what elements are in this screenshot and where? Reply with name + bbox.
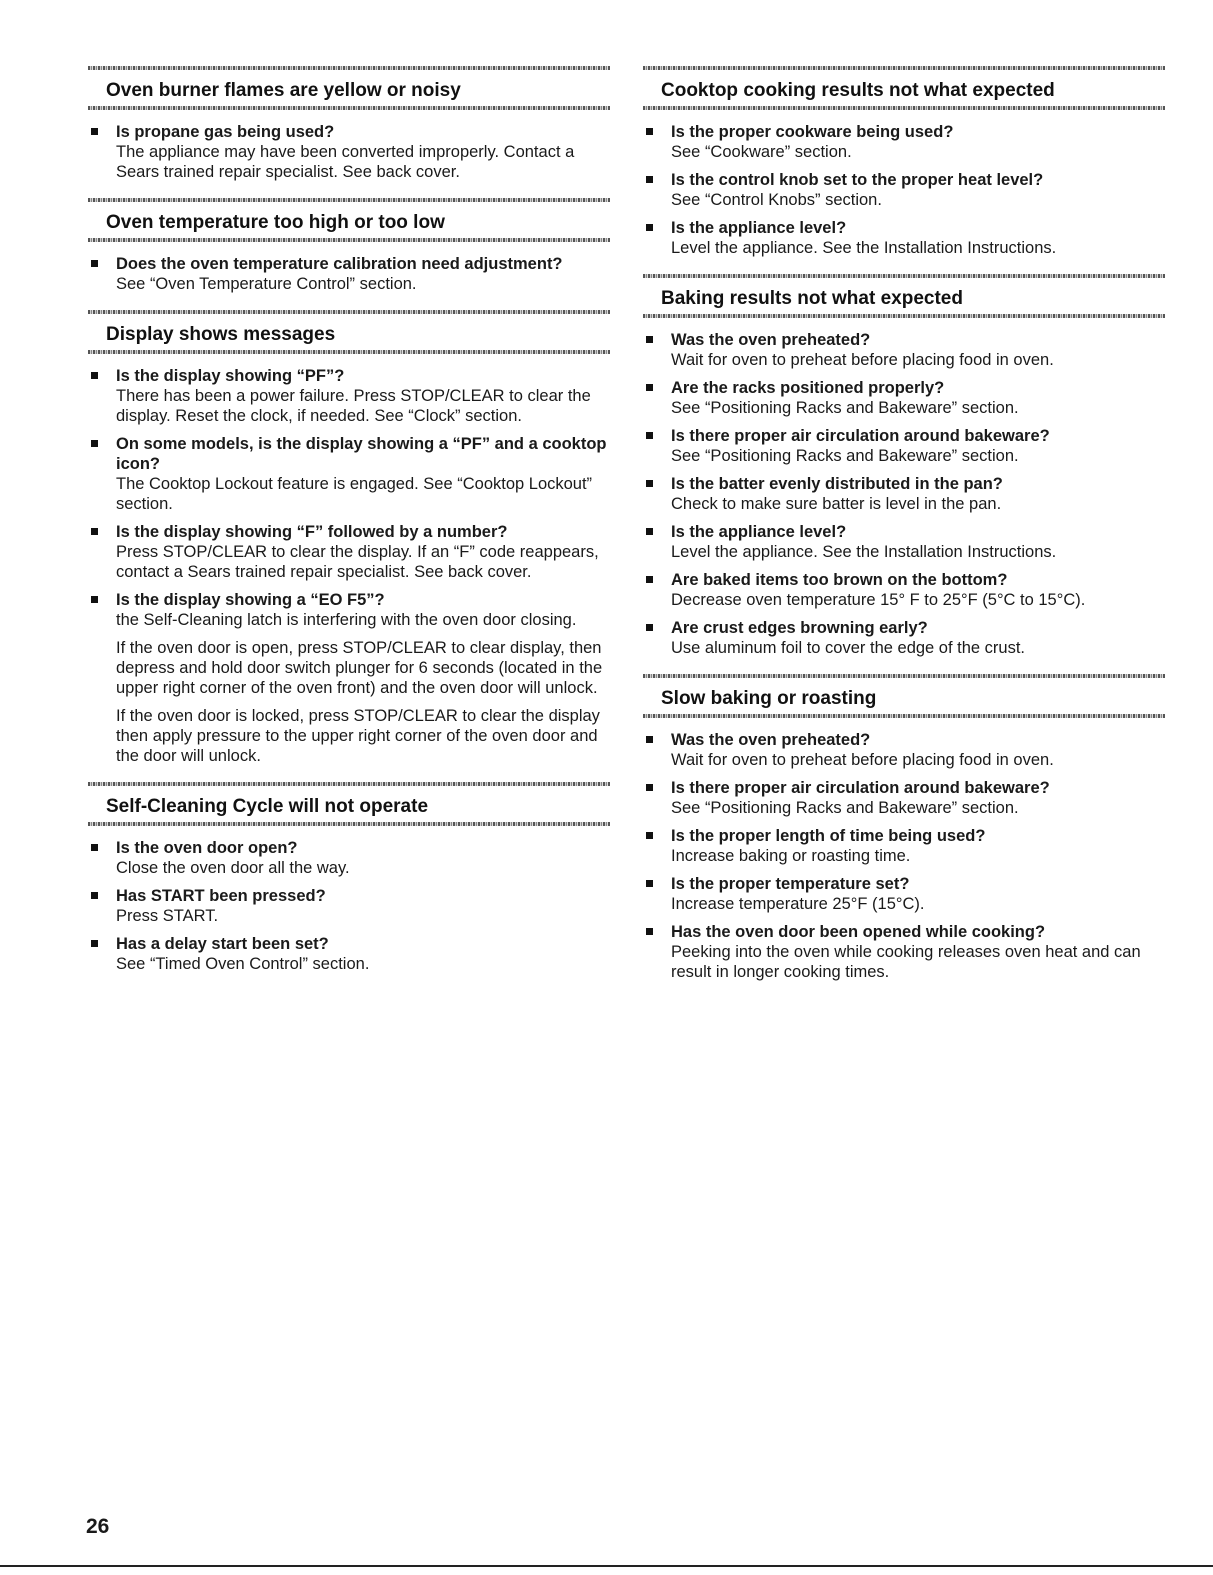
answer-text: Increase temperature 25°F (15°C). [671, 895, 925, 913]
list-item [88, 254, 610, 294]
question-text: Is there proper air circulation around bakeware? [671, 427, 1050, 445]
answer-text: The appliance may have been converted improperly. Contact a Sears trained repair specialist. See back cover. [116, 143, 575, 181]
question-text: Is the proper length of time being used? [671, 827, 986, 845]
list-item [88, 366, 610, 426]
list-item [643, 378, 1165, 418]
list-item [643, 618, 1165, 658]
square-bullet-icon [91, 528, 98, 535]
answer-text: See “Positioning Racks and Bakeware” section. [671, 799, 1019, 817]
answer-text: Close the oven door all the way. [116, 859, 350, 877]
square-bullet-icon [646, 336, 653, 343]
square-bullet-icon [646, 480, 653, 487]
answer-text: The Cooktop Lockout feature is engaged. See “Cooktop Lockout” section. [116, 475, 593, 513]
section-cooktop-cooking-results-not-what-expected [643, 66, 1165, 258]
answer-paragraph: If the oven door is locked, press STOP/CLEAR to clear the display then apply pressure to the upper right corner of the oven door and the door will unlock. [116, 707, 600, 765]
answer-text: Wait for oven to preheat before placing food in oven. [671, 351, 1054, 369]
question-text: Is the control knob set to the proper heat level? [671, 171, 1044, 189]
square-bullet-icon [646, 576, 653, 583]
square-bullet-icon [91, 940, 98, 947]
question-text: Is the oven door open? [116, 839, 298, 857]
list-item [88, 934, 610, 974]
answer-text: Press STOP/CLEAR to clear the display. If an “F” code reappears, contact a Sears trained repair specialist. See back cover. [116, 543, 599, 581]
answer-text: Peeking into the oven while cooking releases oven heat and can result in longer cooking times. [671, 943, 1141, 981]
square-bullet-icon [646, 176, 653, 183]
square-bullet-icon [91, 372, 98, 379]
square-bullet-icon [646, 784, 653, 791]
square-bullet-icon [646, 384, 653, 391]
section-oven-burner-flames-are-yellow-or-noisy [88, 66, 610, 182]
list-item [88, 838, 610, 878]
square-bullet-icon [646, 928, 653, 935]
question-text: Is the batter evenly distributed in the pan? [671, 475, 1003, 493]
section-heading: Baking results not what expected [661, 288, 963, 309]
answer-text: See “Positioning Racks and Bakeware” section. [671, 399, 1019, 417]
list-item [643, 218, 1165, 258]
section-display-shows-messages [88, 310, 610, 766]
square-bullet-icon [646, 832, 653, 839]
answer-text: Press START. [116, 907, 219, 925]
answer-text: See “Cookware” section. [671, 143, 852, 161]
square-bullet-icon [646, 880, 653, 887]
square-bullet-icon [91, 844, 98, 851]
list-item [643, 922, 1165, 982]
list-item [643, 426, 1165, 466]
question-text: Has the oven door been opened while cooking? [671, 923, 1046, 941]
list-item [643, 330, 1165, 370]
list-item [643, 778, 1165, 818]
item-list [88, 122, 610, 182]
question-text: Is propane gas being used? [116, 123, 335, 141]
section-rule-bottom [88, 238, 610, 242]
question-text: Is the appliance level? [671, 523, 847, 541]
section-slow-baking-or-roasting [643, 674, 1165, 982]
list-item [643, 474, 1165, 514]
page-number: 26 [86, 1515, 110, 1538]
square-bullet-icon [646, 624, 653, 631]
question-text: Is there proper air circulation around bakeware? [671, 779, 1050, 797]
item-list [643, 122, 1165, 258]
list-item [88, 434, 610, 514]
square-bullet-icon [646, 528, 653, 535]
question-text: On some models, is the display showing a “PF” and a cooktop icon? [116, 435, 607, 473]
square-bullet-icon [91, 892, 98, 899]
list-item [643, 570, 1165, 610]
bottom-rule [0, 1565, 1213, 1567]
list-item [643, 122, 1165, 162]
section-heading: Slow baking or roasting [661, 688, 877, 709]
question-text: Was the oven preheated? [671, 331, 871, 349]
section-rule-bottom [643, 314, 1165, 318]
question-text: Is the proper temperature set? [671, 875, 910, 893]
section-rule-bottom [88, 350, 610, 354]
question-text: Is the proper cookware being used? [671, 123, 954, 141]
answer-text: See “Oven Temperature Control” section. [116, 275, 417, 293]
answer-text: the Self-Cleaning latch is interfering with the oven door closing. [116, 611, 577, 629]
square-bullet-icon [91, 128, 98, 135]
right-column [643, 66, 1165, 998]
question-text: Are the racks positioned properly? [671, 379, 945, 397]
item-list [643, 730, 1165, 982]
section-heading: Oven burner flames are yellow or noisy [106, 80, 461, 101]
section-self-cleaning-cycle-will-not-operate [88, 782, 610, 974]
answer-text: See “Timed Oven Control” section. [116, 955, 370, 973]
list-item [88, 590, 610, 766]
answer-text: There has been a power failure. Press STOP/CLEAR to clear the display. Reset the clock, if needed. See “Clock” section. [116, 387, 591, 425]
square-bullet-icon [91, 260, 98, 267]
answer-text: Increase baking or roasting time. [671, 847, 911, 865]
square-bullet-icon [646, 432, 653, 439]
list-item [643, 522, 1165, 562]
section-rule-bottom [88, 822, 610, 826]
answer-text: Wait for oven to preheat before placing food in oven. [671, 751, 1054, 769]
section-rule-bottom [643, 714, 1165, 718]
question-text: Is the appliance level? [671, 219, 847, 237]
answer-text: Level the appliance. See the Installation Instructions. [671, 239, 1057, 257]
answer-text: See “Positioning Racks and Bakeware” section. [671, 447, 1019, 465]
list-item [643, 826, 1165, 866]
answer-text: Level the appliance. See the Installation Instructions. [671, 543, 1057, 561]
section-rule-bottom [88, 106, 610, 110]
question-text: Does the oven temperature calibration need adjustment? [116, 255, 563, 273]
square-bullet-icon [646, 736, 653, 743]
section-heading: Cooktop cooking results not what expected [661, 80, 1055, 101]
square-bullet-icon [646, 224, 653, 231]
answer-text: See “Control Knobs” section. [671, 191, 882, 209]
question-text: Is the display showing a “EO F5”? [116, 591, 385, 609]
square-bullet-icon [91, 596, 98, 603]
question-text: Are baked items too brown on the bottom? [671, 571, 1008, 589]
answer-paragraph: If the oven door is open, press STOP/CLEAR to clear display, then depress and hold door switch plunger for 6 seconds (located in the upper right corner of the oven front) and the oven door will unlock. [116, 639, 603, 697]
left-column [88, 66, 610, 990]
item-list [88, 366, 610, 766]
item-list [643, 330, 1165, 658]
section-heading: Oven temperature too high or too low [106, 212, 445, 233]
item-list [88, 838, 610, 974]
list-item [88, 886, 610, 926]
list-item [643, 730, 1165, 770]
answer-text: Decrease oven temperature 15° F to 25°F (5°C to 15°C). [671, 591, 1086, 609]
section-heading: Self-Cleaning Cycle will not operate [106, 796, 429, 817]
square-bullet-icon [646, 128, 653, 135]
question-text: Is the display showing “PF”? [116, 367, 345, 385]
list-item [643, 874, 1165, 914]
question-text: Is the display showing “F” followed by a number? [116, 523, 508, 541]
section-oven-temperature-too-high-or-too-low [88, 198, 610, 294]
square-bullet-icon [91, 440, 98, 447]
question-text: Has a delay start been set? [116, 935, 329, 953]
answer-text: Check to make sure batter is level in the pan. [671, 495, 1002, 513]
answer-text: Use aluminum foil to cover the edge of the crust. [671, 639, 1026, 657]
item-list [88, 254, 610, 294]
question-text: Has START been pressed? [116, 887, 326, 905]
section-heading: Display shows messages [106, 324, 336, 345]
question-text: Was the oven preheated? [671, 731, 871, 749]
question-text: Are crust edges browning early? [671, 619, 928, 637]
section-rule-bottom [643, 106, 1165, 110]
list-item [88, 522, 610, 582]
list-item [88, 122, 610, 182]
list-item [643, 170, 1165, 210]
section-baking-results-not-what-expected [643, 274, 1165, 658]
